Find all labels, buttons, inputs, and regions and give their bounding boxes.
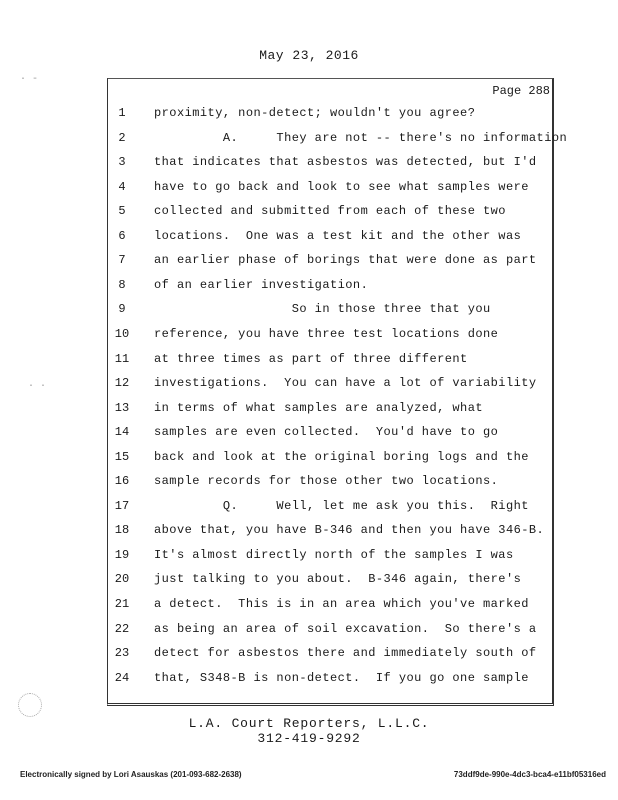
transcript-line bbox=[0, 302, 618, 322]
transcript-line bbox=[0, 646, 618, 666]
margin-scan-mark: · - bbox=[20, 74, 39, 85]
line-number: 21 bbox=[114, 597, 130, 611]
line-text: just talking to you about. B-346 again, there's bbox=[154, 572, 522, 587]
line-text: It's almost directly north of the samples I was bbox=[154, 547, 514, 562]
header-date: May 23, 2016 bbox=[259, 48, 359, 63]
line-text: sample records for those other two locations. bbox=[154, 474, 499, 489]
line-text: back and look at the original boring logs and the bbox=[154, 449, 529, 464]
transcript-line bbox=[0, 131, 618, 151]
line-text: samples are even collected. You'd have to go bbox=[154, 425, 499, 440]
court-reporter-phone: 312-419-9292 bbox=[257, 731, 361, 746]
line-text: of an earlier investigation. bbox=[154, 277, 369, 292]
transcript-line bbox=[0, 622, 618, 642]
document-hash: 73ddf9de-990e-4dc3-bca4-e11bf05316ed bbox=[453, 770, 606, 779]
transcript-line bbox=[0, 180, 618, 200]
line-text: that indicates that asbestos was detected, but I'd bbox=[154, 155, 537, 170]
line-number: 9 bbox=[118, 302, 126, 317]
transcript-line bbox=[0, 376, 618, 396]
transcript-line bbox=[0, 229, 618, 249]
line-number: 2 bbox=[118, 130, 126, 145]
line-number: 13 bbox=[114, 400, 130, 415]
page-number: Page 288 bbox=[492, 84, 550, 98]
line-number: 11 bbox=[114, 351, 130, 366]
line-number: 6 bbox=[118, 228, 126, 243]
line-number: 16 bbox=[114, 474, 130, 489]
transcript-line bbox=[0, 253, 618, 273]
transcript-line bbox=[0, 352, 618, 372]
transcript-line bbox=[0, 278, 618, 298]
line-text: a detect. This is in an area which you've marked bbox=[154, 597, 529, 611]
line-text: investigations. You can have a lot of variability bbox=[154, 376, 537, 391]
transcript-line bbox=[0, 155, 618, 175]
line-number: 10 bbox=[114, 326, 130, 341]
line-text: A. They are not -- there's no information bbox=[154, 130, 568, 145]
line-number: 15 bbox=[114, 449, 130, 464]
transcript-line bbox=[0, 106, 618, 126]
line-number: 17 bbox=[114, 498, 130, 513]
transcript-line bbox=[0, 597, 618, 617]
line-text: Q. Well, let me ask you this. Right bbox=[154, 498, 529, 513]
line-text: as being an area of soil excavation. So there's a bbox=[154, 621, 537, 636]
line-number: 8 bbox=[118, 277, 126, 292]
line-text: in terms of what samples are analyzed, what bbox=[154, 400, 484, 415]
transcript-line bbox=[0, 548, 618, 568]
transcript-line bbox=[0, 450, 618, 470]
electronic-signature-note: Electronically signed by Lori Asauskas (201-093-682-2638) bbox=[20, 770, 242, 779]
line-text: have to go back and look to see what samples were bbox=[154, 179, 529, 194]
line-text: locations. One was a test kit and the other was bbox=[154, 228, 522, 243]
line-number: 23 bbox=[114, 646, 130, 661]
transcript-line bbox=[0, 572, 618, 592]
line-text: reference, you have three test locations done bbox=[154, 326, 499, 341]
line-number: 4 bbox=[118, 179, 126, 194]
transcript-line bbox=[0, 474, 618, 494]
line-number: 1 bbox=[118, 106, 126, 120]
line-number: 12 bbox=[114, 376, 130, 391]
transcript-line bbox=[0, 204, 618, 224]
line-text: above that, you have B-346 and then you have 346-B. bbox=[154, 523, 545, 538]
hole-punch-mark bbox=[18, 693, 42, 717]
court-reporter-firm: L.A. Court Reporters, L.L.C. bbox=[188, 716, 430, 731]
line-number: 3 bbox=[118, 155, 126, 170]
transcript-line bbox=[0, 499, 618, 519]
line-number: 20 bbox=[114, 572, 130, 587]
line-text: proximity, non-detect; wouldn't you agree? bbox=[154, 106, 476, 120]
line-number: 19 bbox=[114, 547, 130, 562]
transcript-line bbox=[0, 327, 618, 347]
transcript-line bbox=[0, 401, 618, 421]
line-number: 14 bbox=[114, 425, 130, 440]
line-number: 5 bbox=[118, 204, 126, 219]
line-number: 7 bbox=[118, 253, 126, 268]
line-text: at three times as part of three different bbox=[154, 351, 468, 366]
line-number: 18 bbox=[114, 523, 130, 538]
line-text: detect for asbestos there and immediately south of bbox=[154, 646, 537, 661]
transcript-line bbox=[0, 425, 618, 445]
line-text: an earlier phase of borings that were done as part bbox=[154, 253, 537, 268]
transcript-line bbox=[0, 671, 618, 691]
line-text: collected and submitted from each of these two bbox=[154, 204, 506, 219]
line-number: 22 bbox=[114, 621, 130, 636]
line-text: that, S348-B is non-detect. If you go one sample bbox=[154, 670, 529, 685]
line-number: 24 bbox=[114, 670, 130, 685]
margin-scan-mark: · · bbox=[28, 381, 47, 392]
transcript-line bbox=[0, 523, 618, 543]
line-text: So in those three that you bbox=[154, 302, 491, 317]
